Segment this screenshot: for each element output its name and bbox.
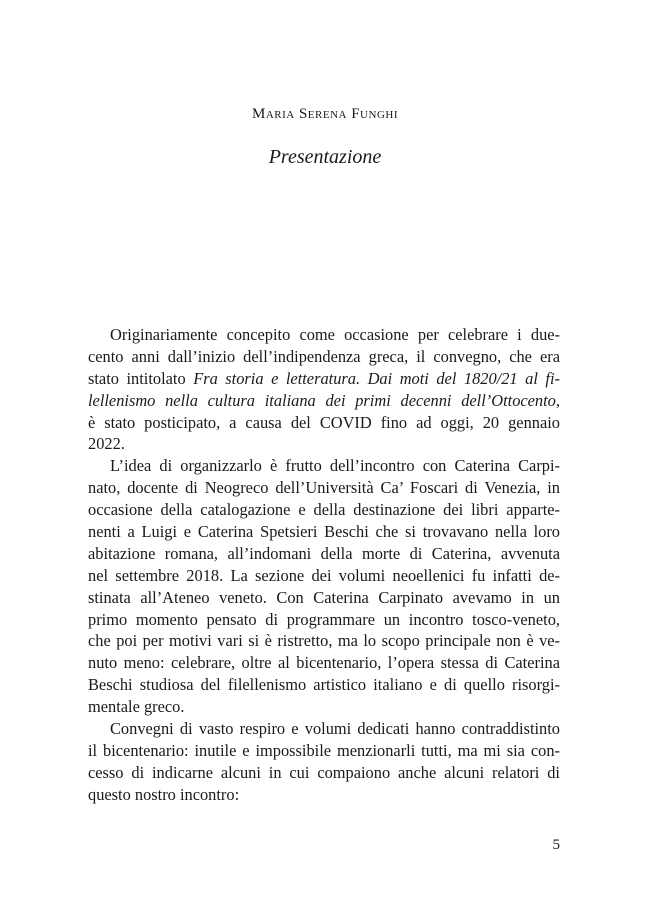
text-run: mentale greco.: [88, 697, 185, 717]
text-run: primo momento pensato di programmare un incontro tosco-veneto,: [88, 609, 560, 629]
text-run: che poi per motivi vari si è ristretto, ma lo scopo principale non è ve-: [88, 631, 560, 651]
text-line: [88, 455, 560, 477]
text-run: stato intitolato: [88, 368, 194, 388]
text-line: [88, 587, 560, 609]
page-number: 5: [552, 837, 560, 853]
text-run: questo nostro incontro:: [88, 784, 240, 804]
text-line: [88, 762, 560, 784]
text-run: nuto meno: celebrare, oltre al bicentenario, l’opera stessa di Caterina: [88, 653, 560, 673]
text-line: [88, 565, 560, 587]
author-name: Maria Serena Funghi: [251, 106, 398, 122]
text-run: Convegni di vasto respiro e volumi dedicati hanno contraddistinto: [110, 719, 560, 739]
text-run: cento anni dall’inizio dell’indipendenza greca, il convegno, che era: [88, 346, 560, 366]
text-run: 2022.: [88, 434, 125, 454]
text-line: [88, 784, 560, 806]
text-line: [88, 674, 560, 696]
text-line: [88, 499, 560, 521]
text-line: [88, 740, 560, 762]
text-line: [88, 609, 560, 631]
text-line: [88, 652, 560, 674]
text-line: [88, 390, 560, 412]
paragraph: [88, 324, 560, 455]
text-run: il bicentenario: inutile e impossibile menzionarli tutti, ma mi sia con-: [88, 740, 560, 760]
text-line: [88, 696, 560, 718]
text-run: stinata all’Ateneo veneto. Con Caterina Carpinato avevamo in un: [88, 587, 560, 607]
text-run: Beschi studiosa del filellenismo artistico italiano e di quello risorgi-: [88, 675, 560, 695]
text-run: nenti a Luigi e Caterina Spetsieri Beschi che si trovavano nella loro: [88, 522, 560, 542]
text-line: [88, 543, 560, 565]
text-line: [88, 521, 560, 543]
text-run: Originariamente concepito come occasione per celebrare i due-: [110, 325, 560, 344]
paragraph: [88, 718, 560, 806]
text-line: [88, 324, 560, 346]
text-run: ,: [555, 390, 560, 410]
text-line: [88, 412, 560, 434]
italic-text: lellenismo nella cultura italiana dei primi decenni dell’Ottocento: [88, 390, 556, 410]
body-text: [88, 324, 560, 806]
text-line: [88, 630, 560, 652]
chapter-title: Presentazione: [268, 146, 382, 168]
text-run: nato, docente di Neogreco dell’Università Ca’ Foscari di Venezia, in: [88, 478, 560, 498]
text-line: [88, 718, 560, 740]
text-run: abitazione romana, all’indomani della morte di Caterina, avvenuta: [88, 543, 560, 563]
text-line: [88, 433, 560, 455]
text-run: occasione della catalogazione e della destinazione dei libri apparte-: [88, 500, 560, 520]
text-run: nel settembre 2018. La sezione dei volumi neoellenici fu infatti de-: [88, 565, 560, 585]
text-run: cesso di indicarne alcuni in cui compaiono anche alcuni relatori di: [88, 762, 560, 782]
text-line: [88, 477, 560, 499]
text-line: [88, 368, 560, 390]
text-run: L’idea di organizzarlo è frutto dell’incontro con Caterina Carpi-: [110, 456, 560, 476]
paragraph: [88, 455, 560, 718]
text-line: [88, 346, 560, 368]
italic-text: Fra storia e letteratura. Dai moti del 1820/21 al fi-: [193, 368, 560, 388]
text-run: è stato posticipato, a causa del COVID fino ad oggi, 20 gennaio: [88, 412, 560, 432]
